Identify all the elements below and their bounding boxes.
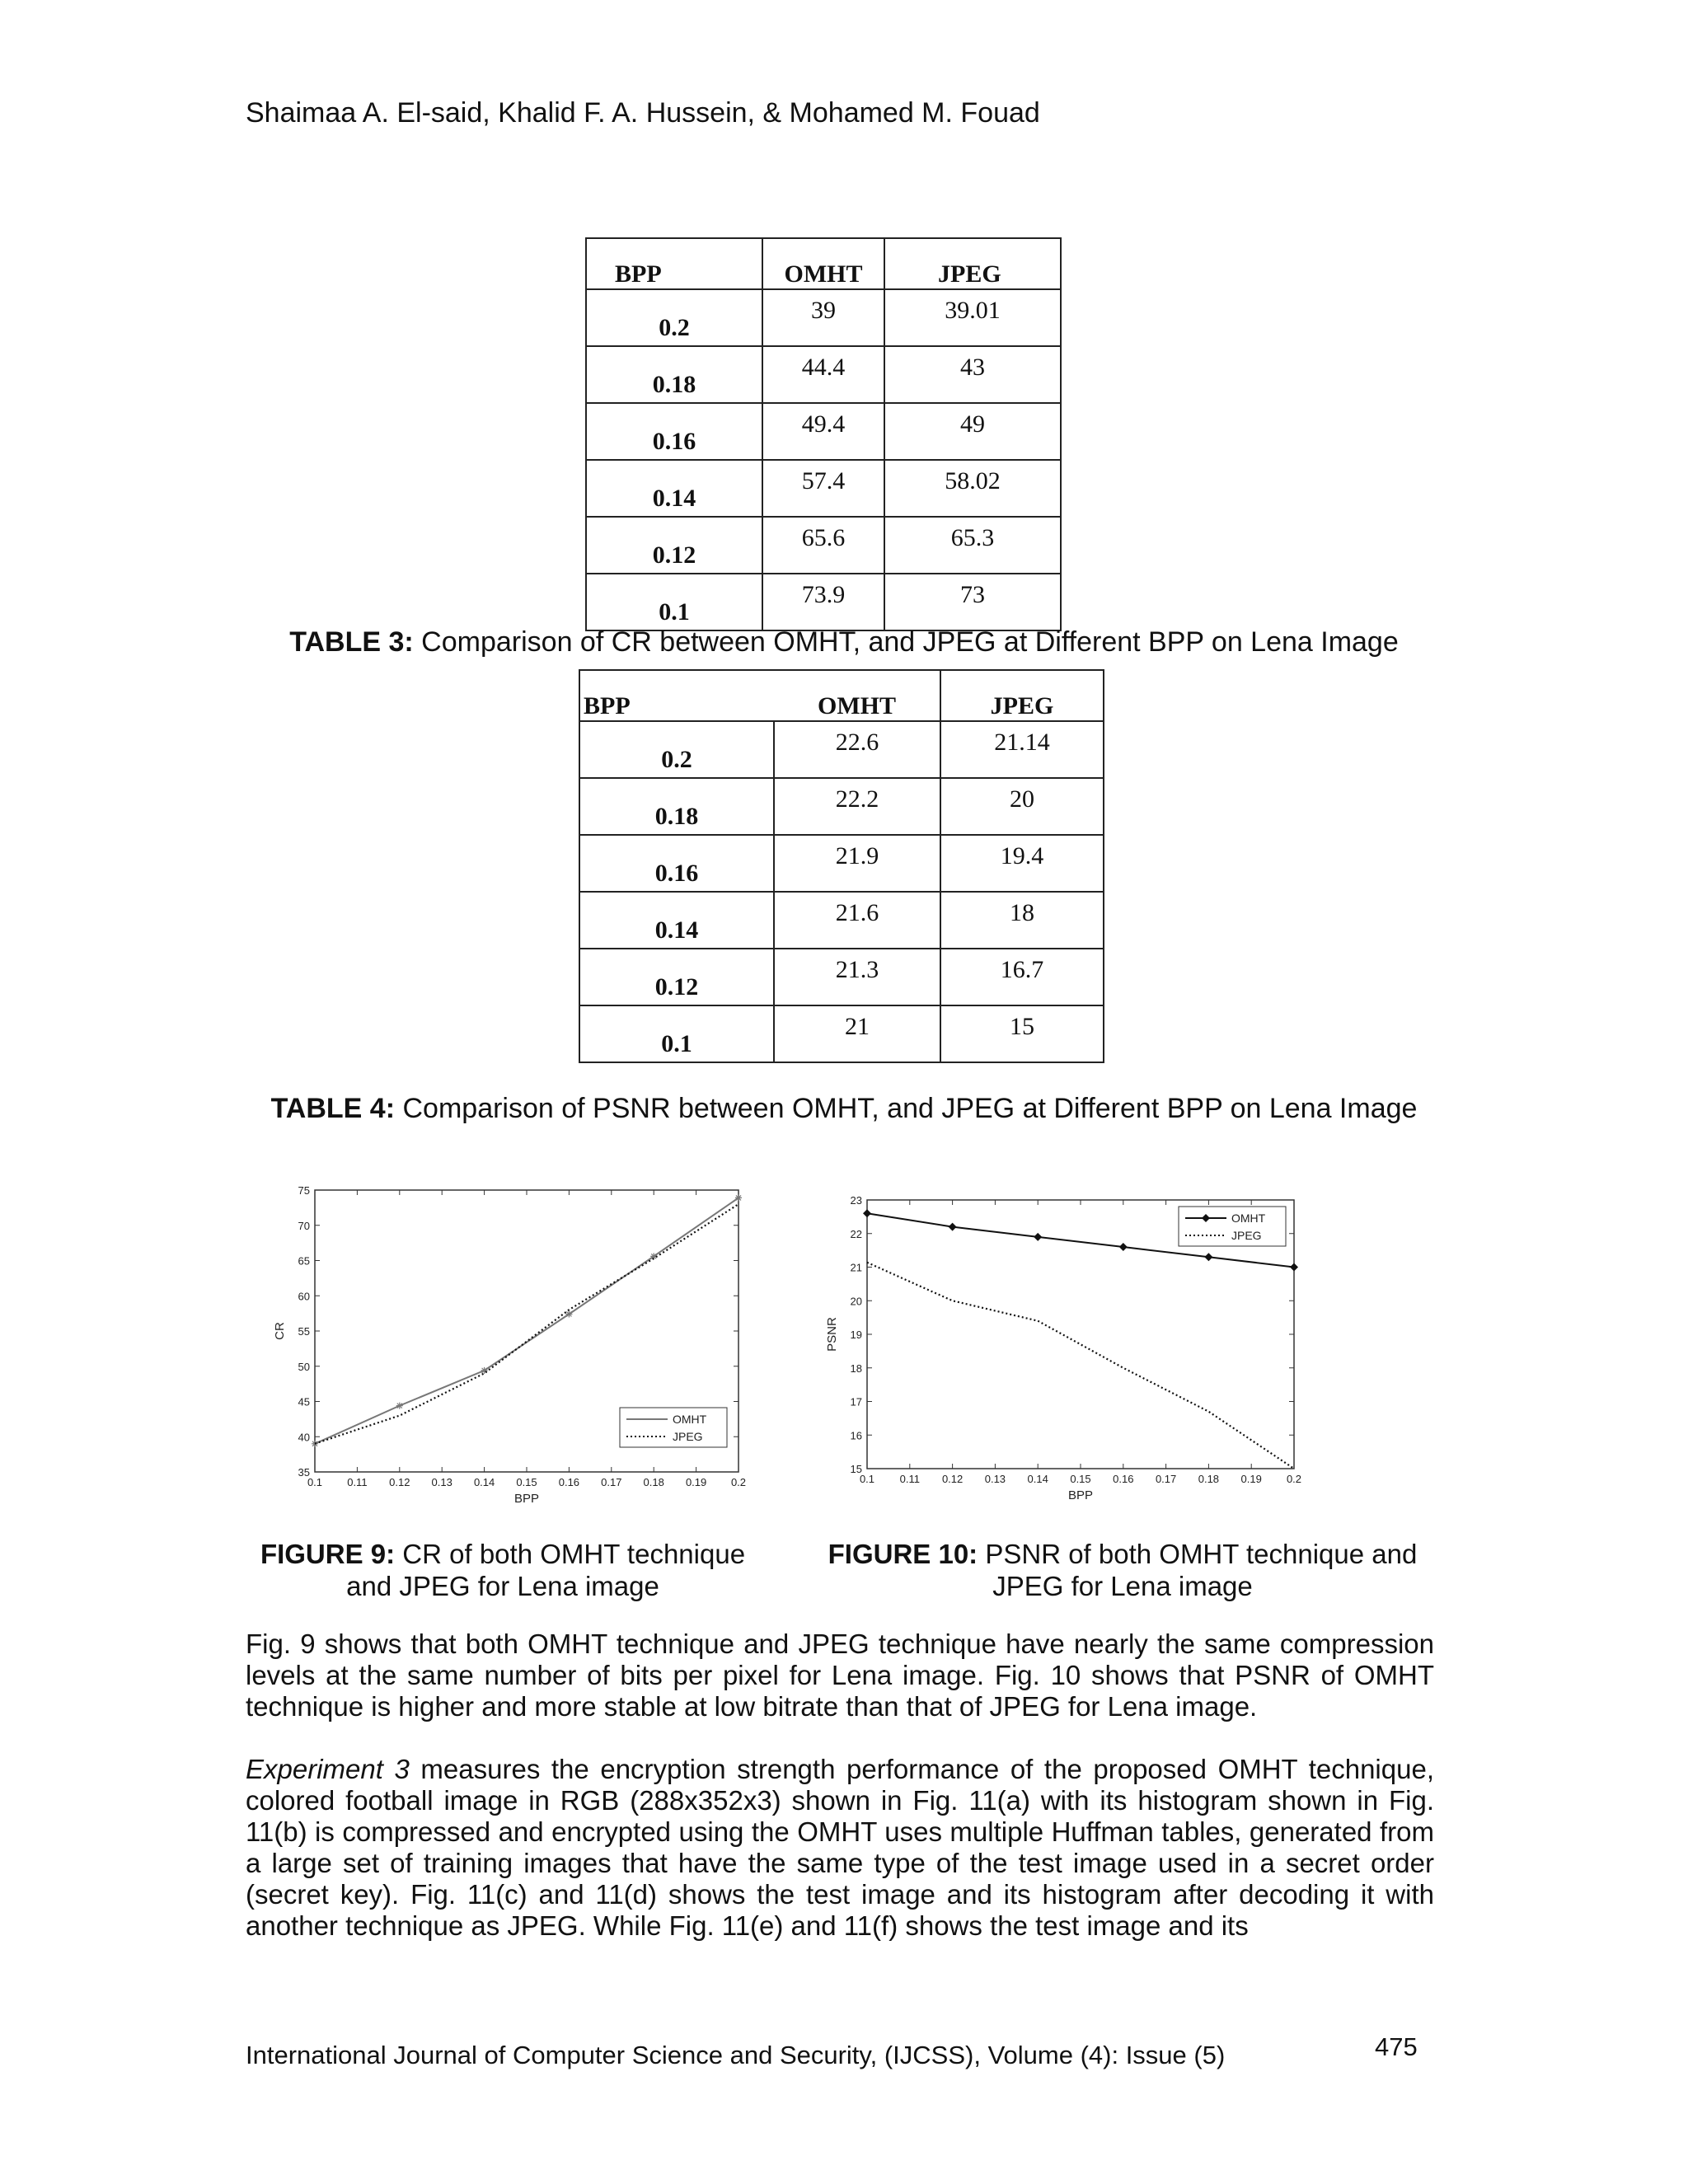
- x-tick-label: 0.14: [1027, 1473, 1048, 1485]
- x-tick-label: 0.16: [1113, 1473, 1134, 1485]
- column-header-bpp: BPP: [579, 670, 774, 721]
- y-tick-label: 55: [298, 1325, 310, 1338]
- bpp-cell: 0.16: [579, 835, 774, 892]
- body-paragraph-2: Experiment 3 measures the encryption strength performance of the proposed OMHT technique, colored football image in RGB (288x352x3) shown in Fig. 11(a) with its histogram shown in Fig. 11(b) is compressed and encrypted using the OMHT uses multiple Huffman tables, generated from a large set of training images that have the same type of the test image used in a secret order (secret key). Fig. 11(c) and 11(d) shows the test image and its histogram after decoding it with another technique as JPEG. While Fig. 11(e) and 11(f) shows the test image and its: [246, 1754, 1434, 1941]
- omht-cell: 21.6: [774, 892, 940, 949]
- y-tick-label: 16: [850, 1429, 862, 1442]
- figure-10-caption: FIGURE 10: PSNR of both OMHT technique and JPEG for Lena image: [828, 1539, 1418, 1601]
- jpeg-cell: 65.3: [884, 517, 1061, 574]
- y-tick-label: 40: [298, 1431, 310, 1444]
- table-4: [579, 669, 1104, 1063]
- x-tick-label: 0.11: [899, 1473, 920, 1485]
- omht-cell: 73.9: [762, 574, 884, 630]
- table-row: [586, 346, 1061, 403]
- table-3-caption: TABLE 3: Comparison of CR between OMHT, and JPEG at Different BPP on Lena Image: [289, 626, 1399, 658]
- x-tick-label: 0.1: [859, 1473, 875, 1485]
- legend-label-jpeg: JPEG: [673, 1430, 703, 1443]
- x-tick-label: 0.19: [685, 1476, 707, 1488]
- table-row: [579, 949, 1104, 1005]
- bpp-cell: 0.16: [586, 403, 762, 460]
- x-tick-label: 0.1: [307, 1476, 323, 1488]
- jpeg-cell: 43: [884, 346, 1061, 403]
- x-tick-label: 0.13: [431, 1476, 452, 1488]
- jpeg-cell: 39.01: [884, 289, 1061, 346]
- data-point-omht: [1034, 1233, 1042, 1241]
- bpp-cell: 0.2: [586, 289, 762, 346]
- running-header: Shaimaa A. El-said, Khalid F. A. Hussein, & Mohamed M. Fouad: [246, 97, 1040, 129]
- y-tick-label: 15: [850, 1463, 862, 1475]
- figure-9-caption: FIGURE 9: CR of both OMHT technique and JPEG for Lena image: [260, 1539, 746, 1601]
- y-tick-label: 23: [850, 1194, 862, 1207]
- x-tick-label: 0.2: [1286, 1473, 1302, 1485]
- omht-cell: 49.4: [762, 403, 884, 460]
- column-header-bpp: BPP: [586, 238, 762, 289]
- jpeg-cell: 21.14: [940, 721, 1104, 778]
- data-point-omht: [949, 1223, 957, 1231]
- data-point-omht: [1119, 1243, 1128, 1251]
- table-row: [579, 835, 1104, 892]
- x-tick-label: 0.14: [473, 1476, 495, 1488]
- jpeg-cell: 49: [884, 403, 1061, 460]
- y-tick-label: 18: [850, 1361, 862, 1375]
- x-tick-label: 0.16: [558, 1476, 580, 1488]
- body-paragraph-1: Fig. 9 shows that both OMHT technique and JPEG technique have nearly the same compression levels at the same number of bits per pixel for Lena image. Fig. 10 shows that PSNR of OMHT technique is higher and more stable at low bitrate than that of JPEG for Lena image.: [246, 1629, 1434, 1722]
- data-point-omht: [1290, 1263, 1298, 1272]
- legend-label-omht: OMHT: [1231, 1212, 1266, 1225]
- x-tick-label: 0.12: [389, 1476, 410, 1488]
- data-point-omht: [481, 1367, 488, 1374]
- omht-cell: 57.4: [762, 460, 884, 517]
- column-header-jpeg: JPEG: [884, 238, 1061, 289]
- x-tick-label: 0.12: [941, 1473, 964, 1485]
- jpeg-cell: 15: [940, 1005, 1104, 1062]
- table-row: [579, 1005, 1104, 1062]
- bpp-cell: 0.1: [586, 574, 762, 630]
- bpp-cell: 0.12: [586, 517, 762, 574]
- y-tick-label: 45: [298, 1395, 310, 1408]
- bpp-cell: 0.18: [579, 778, 774, 835]
- data-point-omht: [312, 1441, 318, 1447]
- y-tick-label: 17: [850, 1395, 862, 1408]
- x-tick-label: 0.11: [347, 1476, 368, 1488]
- table-header-row: [579, 670, 1104, 721]
- x-tick-label: 0.15: [1070, 1473, 1091, 1485]
- omht-cell: 22.2: [774, 778, 940, 835]
- jpeg-cell: 58.02: [884, 460, 1061, 517]
- x-tick-label: 0.15: [516, 1476, 537, 1488]
- jpeg-cell: 20: [940, 778, 1104, 835]
- table-row: [579, 892, 1104, 949]
- y-tick-label: 50: [298, 1360, 310, 1373]
- column-header-jpeg: JPEG: [940, 670, 1104, 721]
- table-row: [586, 403, 1061, 460]
- omht-cell: 21.3: [774, 949, 940, 1005]
- bpp-cell: 0.12: [579, 949, 774, 1005]
- jpeg-cell: 19.4: [940, 835, 1104, 892]
- data-point-omht: [863, 1209, 871, 1217]
- page-number: 475: [1375, 2032, 1418, 2061]
- data-point-omht: [735, 1194, 742, 1201]
- legend-label-jpeg: JPEG: [1231, 1229, 1262, 1242]
- table-row: [586, 574, 1061, 630]
- y-tick-label: 35: [298, 1466, 310, 1479]
- bpp-cell: 0.18: [586, 346, 762, 403]
- x-tick-label: 0.17: [601, 1476, 622, 1488]
- table-row: [586, 517, 1061, 574]
- table-row: [579, 721, 1104, 778]
- jpeg-cell: 16.7: [940, 949, 1104, 1005]
- y-axis-label: CR: [273, 1322, 287, 1340]
- table-4-caption: TABLE 4: Comparison of PSNR between OMHT, and JPEG at Different BPP on Lena Image: [270, 1093, 1418, 1124]
- data-point-omht: [565, 1310, 572, 1317]
- y-tick-label: 19: [850, 1329, 862, 1341]
- x-tick-label: 0.17: [1155, 1473, 1177, 1485]
- table-row: [579, 778, 1104, 835]
- y-tick-label: 65: [298, 1254, 310, 1268]
- table-3: [585, 237, 1062, 631]
- y-tick-label: 70: [298, 1219, 310, 1232]
- data-point-omht: [1204, 1253, 1212, 1261]
- y-tick-label: 75: [298, 1184, 310, 1197]
- y-tick-label: 20: [850, 1295, 862, 1308]
- x-tick-label: 0.2: [730, 1476, 747, 1488]
- x-tick-label: 0.18: [1198, 1473, 1220, 1485]
- data-point-omht: [396, 1403, 403, 1409]
- series-line-jpeg: [867, 1263, 1294, 1469]
- x-tick-label: 0.19: [1240, 1473, 1262, 1485]
- bpp-cell: 0.14: [586, 460, 762, 517]
- bpp-cell: 0.14: [579, 892, 774, 949]
- x-axis-label: BPP: [513, 1492, 540, 1506]
- figure-9-chart: [264, 1179, 758, 1516]
- x-axis-label: BPP: [1067, 1488, 1094, 1502]
- jpeg-cell: 18: [940, 892, 1104, 949]
- figure-10-chart: [816, 1187, 1327, 1516]
- omht-cell: 65.6: [762, 517, 884, 574]
- omht-cell: 44.4: [762, 346, 884, 403]
- y-axis-label: PSNR: [825, 1317, 839, 1352]
- jpeg-cell: 73: [884, 574, 1061, 630]
- omht-cell: 21: [774, 1005, 940, 1062]
- y-tick-label: 21: [850, 1261, 862, 1274]
- column-header-omht: OMHT: [774, 670, 940, 721]
- series-line-omht: [315, 1197, 738, 1443]
- legend-label-omht: OMHT: [673, 1413, 707, 1426]
- table-row: [586, 460, 1061, 517]
- bpp-cell: 0.2: [579, 721, 774, 778]
- bpp-cell: 0.1: [579, 1005, 774, 1062]
- table-header-row: [586, 238, 1061, 289]
- x-tick-label: 0.13: [984, 1473, 1006, 1485]
- journal-footer: International Journal of Computer Science and Security, (IJCSS), Volume (4): Issue (5): [246, 2041, 1226, 2069]
- y-tick-label: 60: [298, 1290, 310, 1303]
- omht-cell: 21.9: [774, 835, 940, 892]
- table-row: [586, 289, 1061, 346]
- omht-cell: 39: [762, 289, 884, 346]
- x-tick-label: 0.18: [643, 1476, 664, 1488]
- column-header-omht: OMHT: [762, 238, 884, 289]
- y-tick-label: 22: [850, 1227, 862, 1240]
- omht-cell: 22.6: [774, 721, 940, 778]
